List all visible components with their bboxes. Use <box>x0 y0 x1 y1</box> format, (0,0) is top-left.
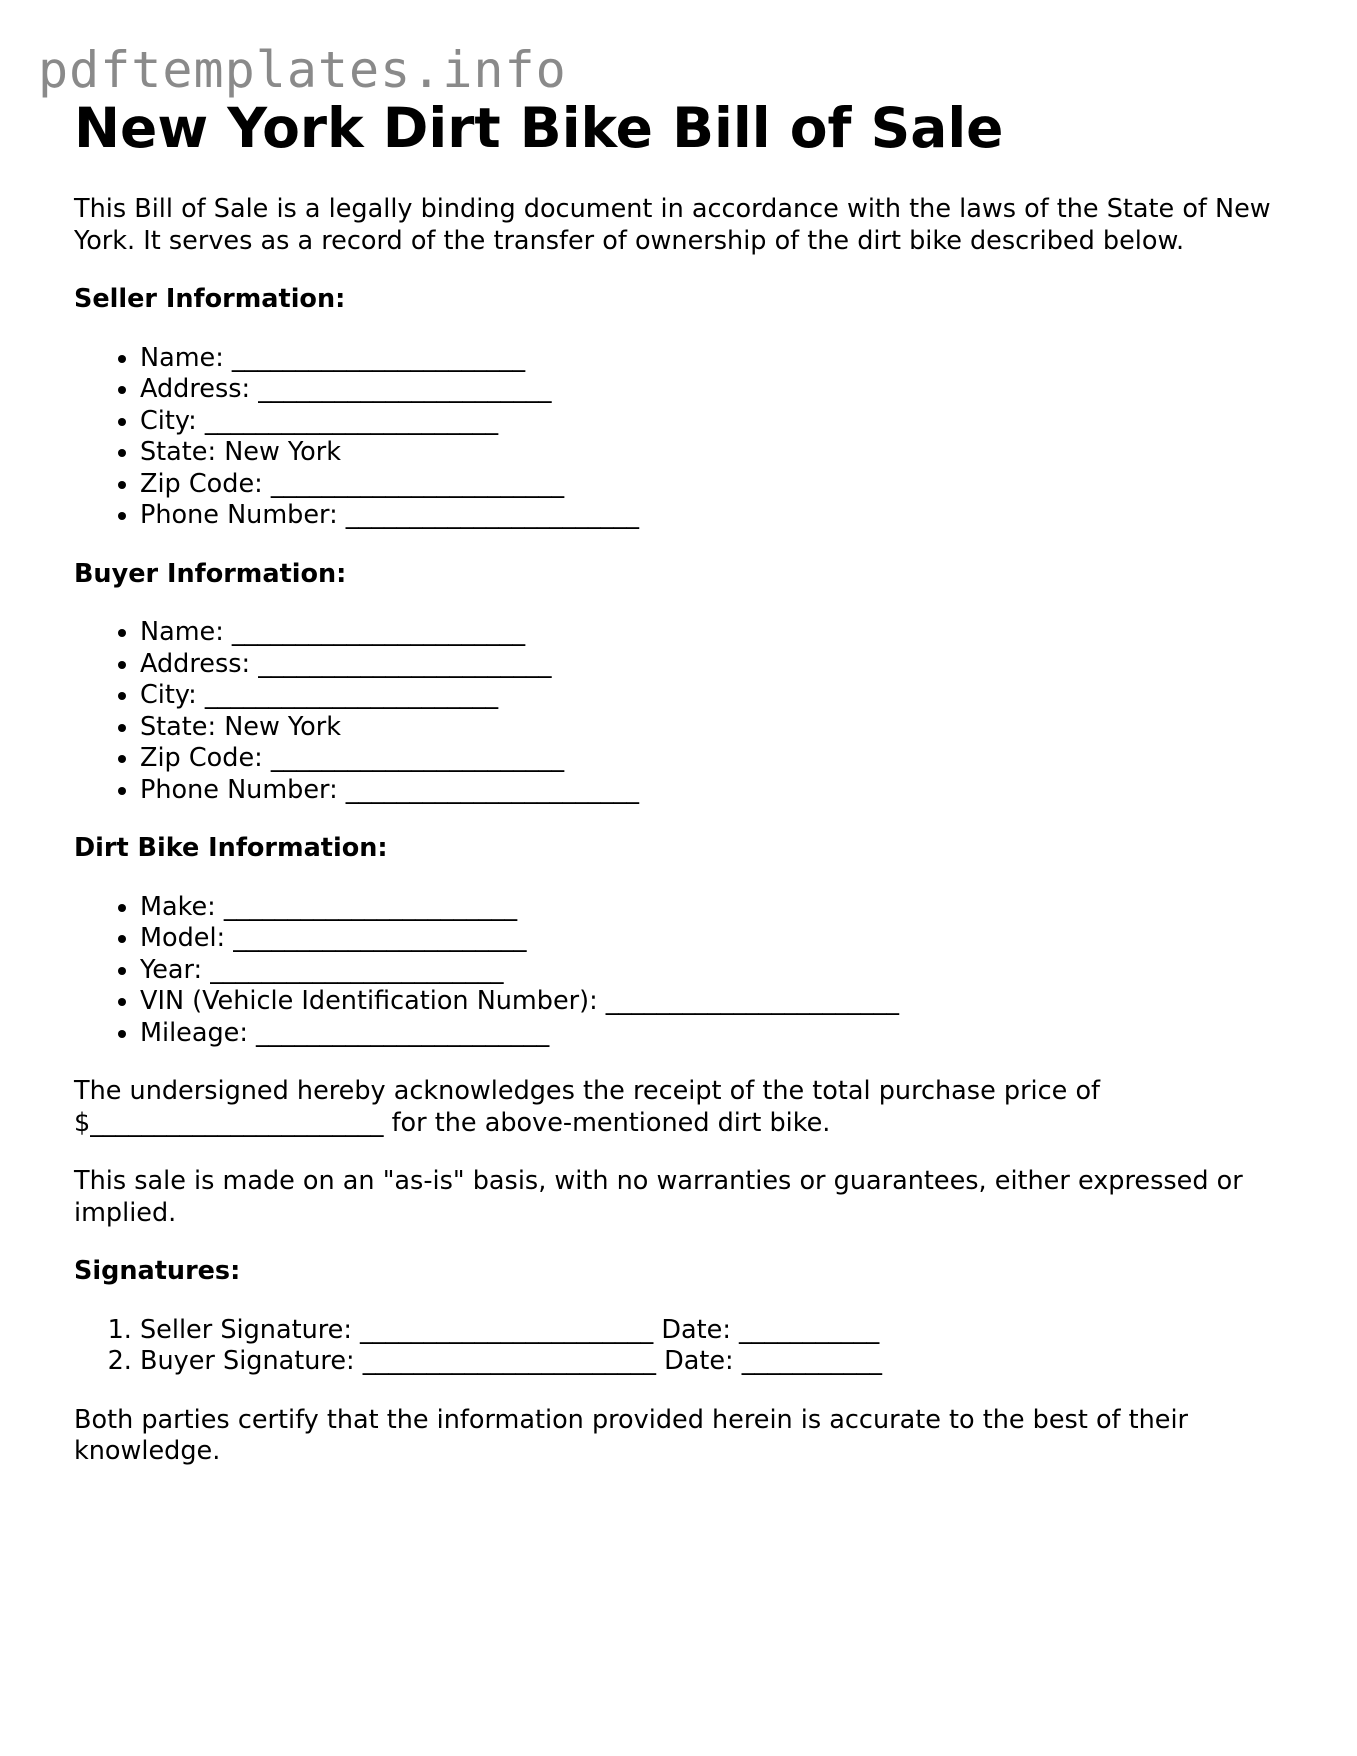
buyer-name-field[interactable]: • Name: _______________________ <box>140 617 1294 649</box>
seller-city-field[interactable]: • City: _______________________ <box>140 406 1294 438</box>
signatures-list <box>74 1315 1294 1378</box>
bike-year-field[interactable]: • Year: _______________________ <box>140 955 1294 987</box>
signatures-section-heading: Signatures: <box>74 1256 241 1286</box>
buyer-section-heading: Buyer Information: <box>74 558 347 589</box>
seller-name-field[interactable]: • Name: _______________________ <box>140 343 1294 375</box>
document-title: New York Dirt Bike Bill of Sale <box>74 96 1004 160</box>
bike-make-field[interactable]: • Make: _______________________ <box>140 892 1294 924</box>
seller-phone-field[interactable]: • Phone Number: _______________________ <box>140 500 1294 532</box>
bike-fields-list <box>74 892 1294 1050</box>
intro-paragraph: This Bill of Sale is a legally binding document in accordance with the laws of the State of New York. It serves as a record of the transfer of ownership of the dirt bike described below. <box>74 194 1271 256</box>
seller-signature-line[interactable]: 1. Seller Signature: _______________________ Date: ___________ <box>140 1315 1294 1347</box>
watermark-text: pdftemplates.info <box>38 41 567 99</box>
bike-section-heading: Dirt Bike Information: <box>74 833 388 863</box>
seller-address-field[interactable]: • Address: _______________________ <box>140 374 1294 406</box>
receipt-paragraph: The undersigned hereby acknowledges the receipt of the total purchase price of $_______________________ for the above-mentioned dirt bike. <box>74 1076 1101 1138</box>
seller-state-field: • State: New York <box>140 437 1294 469</box>
bike-mileage-field[interactable]: • Mileage: _______________________ <box>140 1018 1294 1050</box>
seller-fields-list <box>74 343 1294 532</box>
buyer-zip-field[interactable]: • Zip Code: _______________________ <box>140 743 1294 775</box>
seller-zip-field[interactable]: • Zip Code: _______________________ <box>140 469 1294 501</box>
buyer-phone-field[interactable]: • Phone Number: _______________________ <box>140 775 1294 807</box>
certification-paragraph: Both parties certify that the information provided herein is accurate to the best of their knowledge. <box>74 1404 1189 1466</box>
as-is-paragraph: This sale is made on an "as-is" basis, with no warranties or guarantees, either expressed or implied. <box>74 1166 1243 1228</box>
bike-vin-field[interactable]: • VIN (Vehicle Identification Number): _______________________ <box>140 986 1294 1018</box>
seller-section-heading: Seller Information: <box>74 284 346 314</box>
buyer-state-field: • State: New York <box>140 712 1294 744</box>
buyer-address-field[interactable]: • Address: _______________________ <box>140 649 1294 681</box>
document-page <box>74 92 1294 1468</box>
buyer-city-field[interactable]: • City: _______________________ <box>140 680 1294 712</box>
buyer-signature-line[interactable]: 2. Buyer Signature: _______________________ Date: ___________ <box>140 1346 1294 1378</box>
bike-model-field[interactable]: • Model: _______________________ <box>140 923 1294 955</box>
buyer-fields-list <box>74 617 1294 806</box>
